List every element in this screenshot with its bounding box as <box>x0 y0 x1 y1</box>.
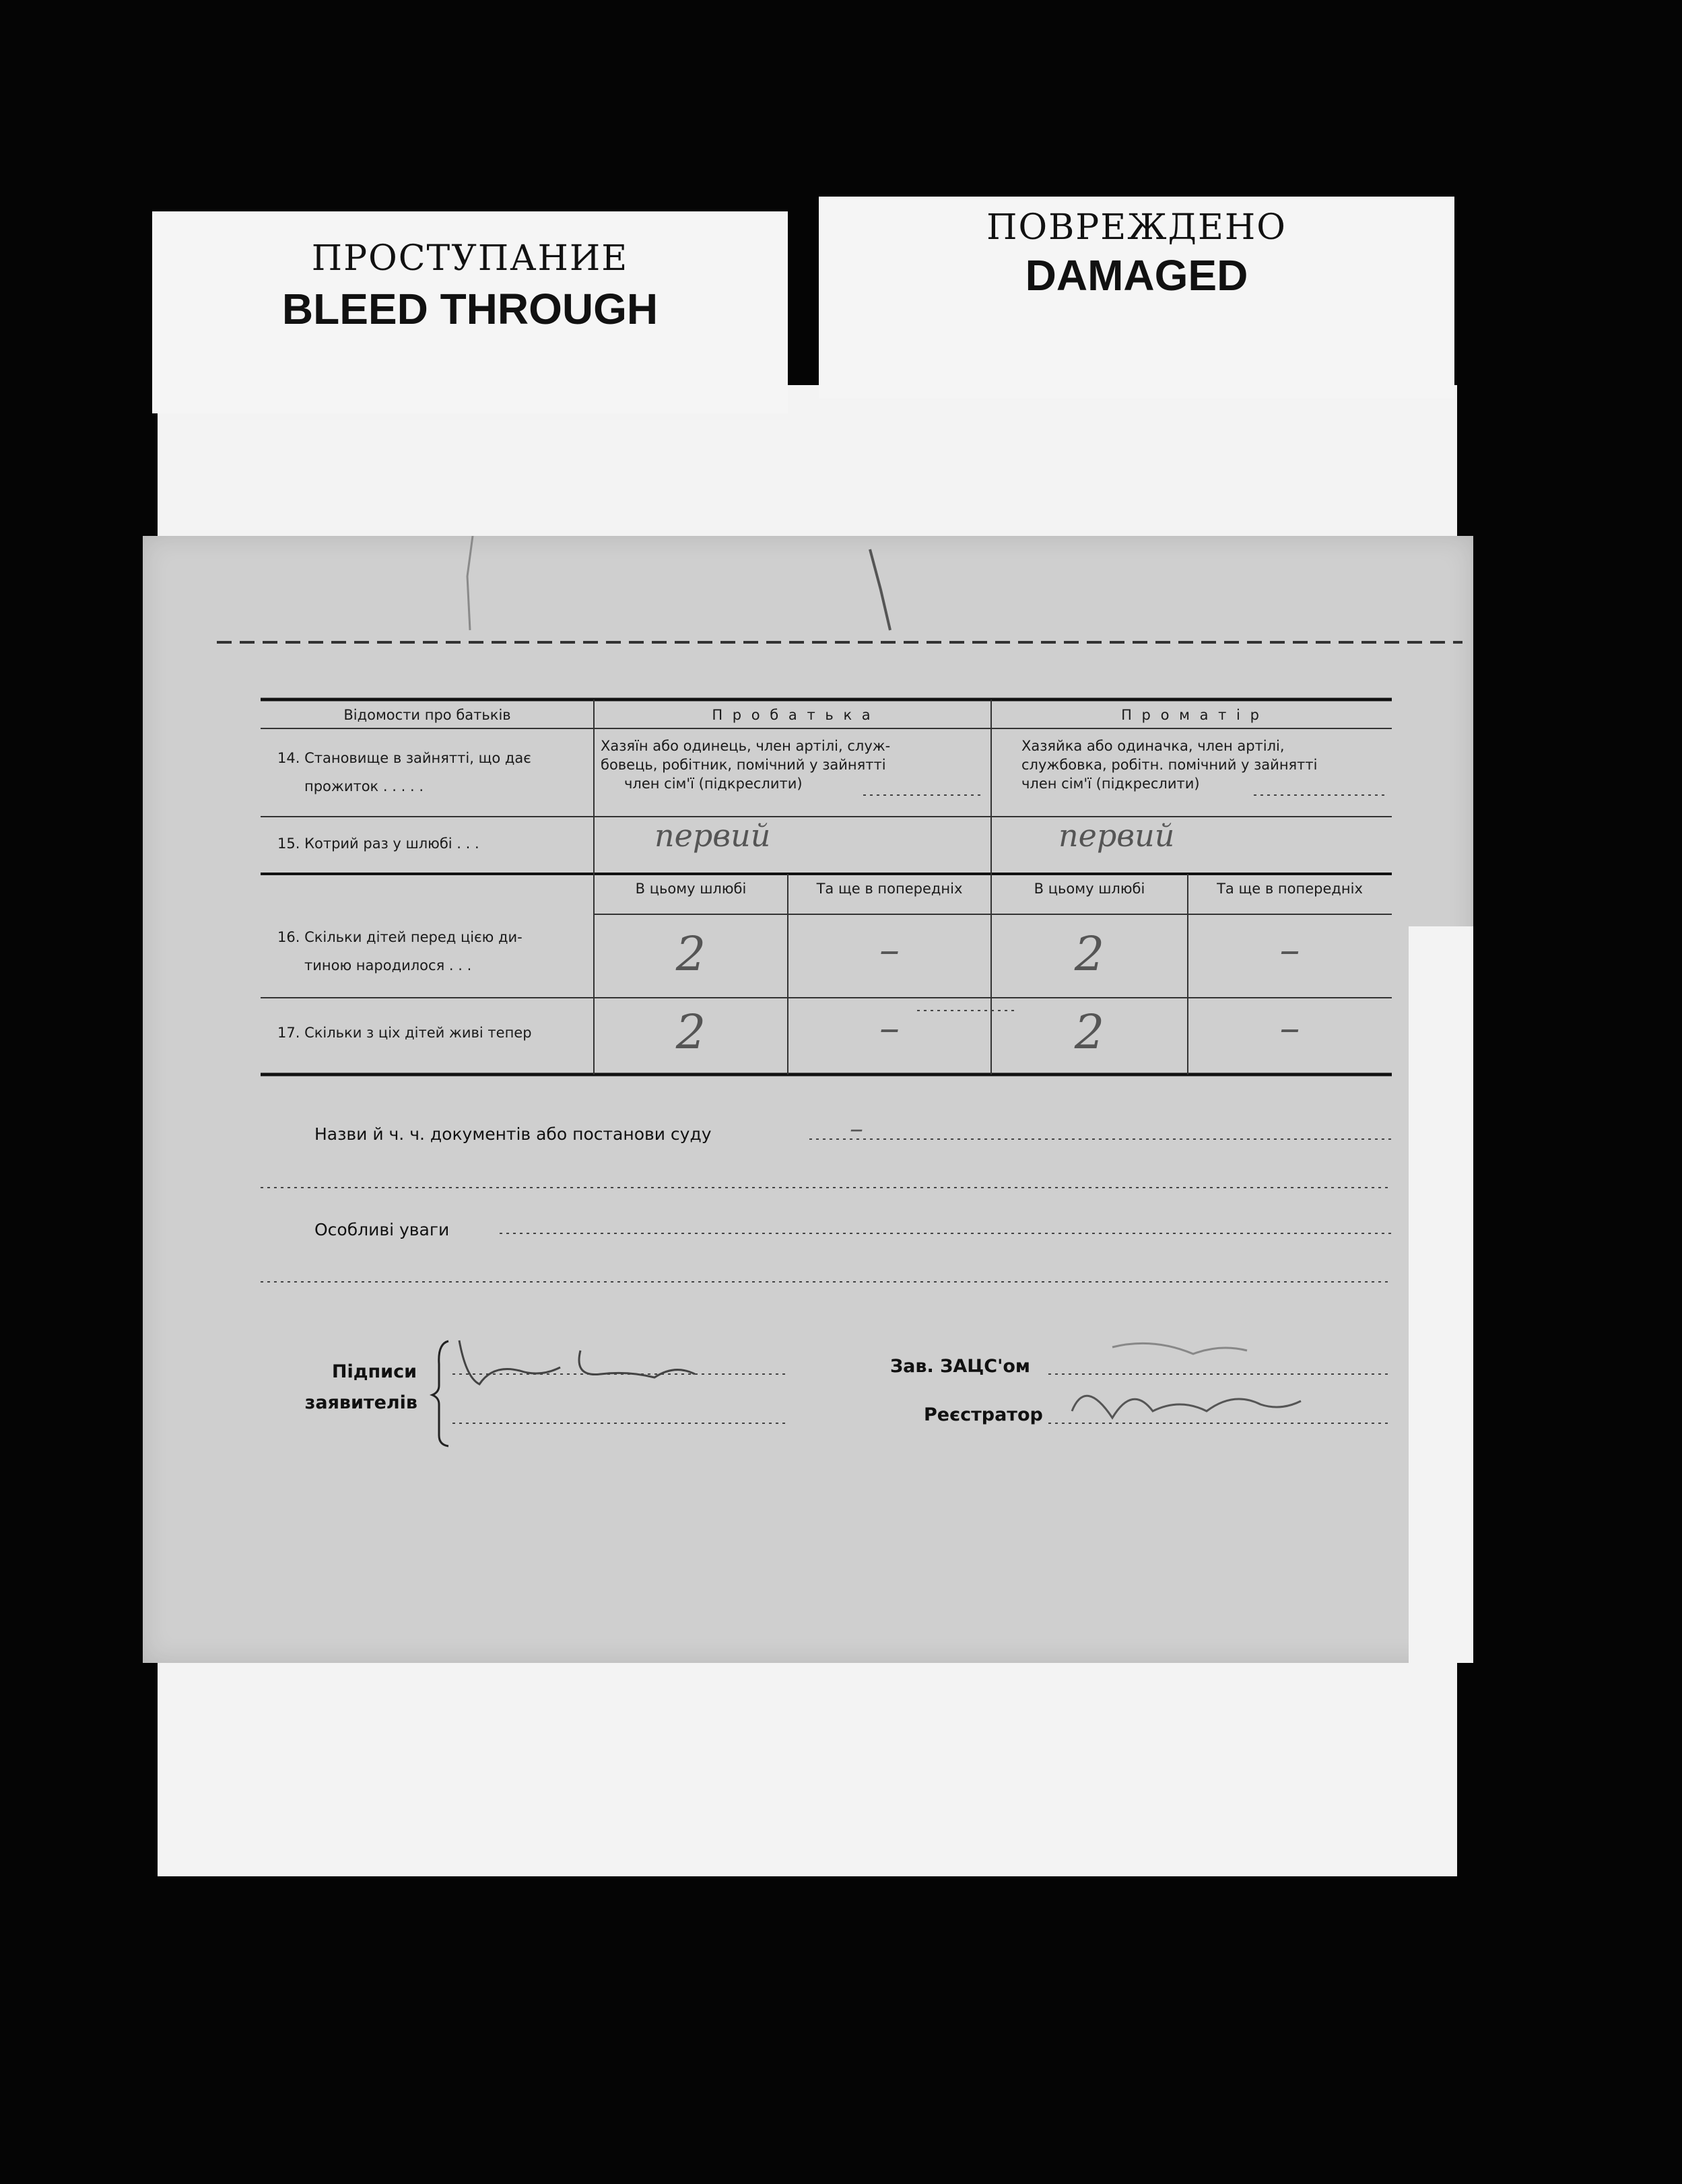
bleed-through-label-ru: ПРОСТУПАНИЕ <box>311 238 629 279</box>
row16-mother-previous: – <box>1279 926 1300 974</box>
damaged-label-en: DAMAGED <box>1025 251 1248 300</box>
row14-father-line3: член сім'ї (підкреслити) <box>624 776 803 792</box>
head-label: Зав. ЗАЦС'ом <box>890 1356 1030 1377</box>
row17-mother-previous: – <box>1279 1004 1300 1052</box>
row15-mother-value: первий <box>1058 817 1175 854</box>
row17-father-this: 2 <box>675 1004 706 1060</box>
col-previous-mother: Та ще в попередніх <box>1217 881 1363 897</box>
applicants-label-line1: Підписи <box>331 1361 417 1382</box>
row15-label: 15. Котрий раз у шлюбі . . . <box>277 835 479 852</box>
damaged-label-ru: ПОВРЕЖДЕНО <box>986 207 1287 248</box>
row16-father-this: 2 <box>675 926 706 982</box>
table-header-parents: Відомости про батьків <box>343 707 511 723</box>
row14-father-line1: Хазяїн або одинець, член артілі, служ- <box>601 738 891 754</box>
row14-mother-line3: член сім'ї (підкреслити) <box>1021 776 1200 792</box>
col-this-marriage-father: В цьому шлюбі <box>635 881 747 897</box>
row15-father-value: первий <box>654 817 771 854</box>
row16-label-line2: тиною народилося . . . <box>304 957 472 974</box>
documents-value: – <box>850 1114 863 1145</box>
form-lines <box>143 536 1473 1663</box>
row14-label-line2: прожиток . . . . . <box>304 778 424 794</box>
row14-label-line1: 14. Становище в зайнятті, що дає <box>277 750 531 766</box>
notes-label: Особливі уваги <box>314 1220 450 1239</box>
row16-father-previous: – <box>879 926 900 974</box>
row14-mother-line2: службовка, робітн. помічний у зайнятті <box>1021 757 1318 773</box>
row16-label-line1: 16. Скільки дітей перед цією ди- <box>277 929 523 945</box>
row17-mother-this: 2 <box>1074 1004 1105 1060</box>
bleed-through-label-en: BLEED THROUGH <box>281 285 659 333</box>
row14-mother-line1: Хазяйка або одиначка, член артілі, <box>1021 738 1285 754</box>
table-header-father: П р о б а т ь к а <box>712 707 873 723</box>
row14-father-line2: бовець, робітник, помічний у зайнятті <box>601 757 886 773</box>
documents-label: Назви й ч. ч. документів або постанови суду <box>314 1124 712 1144</box>
table-header-mother: П р о м а т і р <box>1121 707 1262 723</box>
damaged-label <box>819 197 1454 399</box>
row17-father-previous: – <box>879 1004 900 1052</box>
row16-mother-this: 2 <box>1074 926 1105 982</box>
registrar-label: Реєстратор <box>924 1404 1043 1425</box>
row17-label: 17. Скільки з ціх дітей живі тепер <box>277 1025 532 1041</box>
col-this-marriage-mother: В цьому шлюбі <box>1034 881 1145 897</box>
applicants-label-line2: заявителів <box>304 1392 417 1413</box>
col-previous-father: Та ще в попередніх <box>816 881 963 897</box>
bleed-through-label <box>152 211 788 413</box>
registration-form <box>143 536 1473 1663</box>
